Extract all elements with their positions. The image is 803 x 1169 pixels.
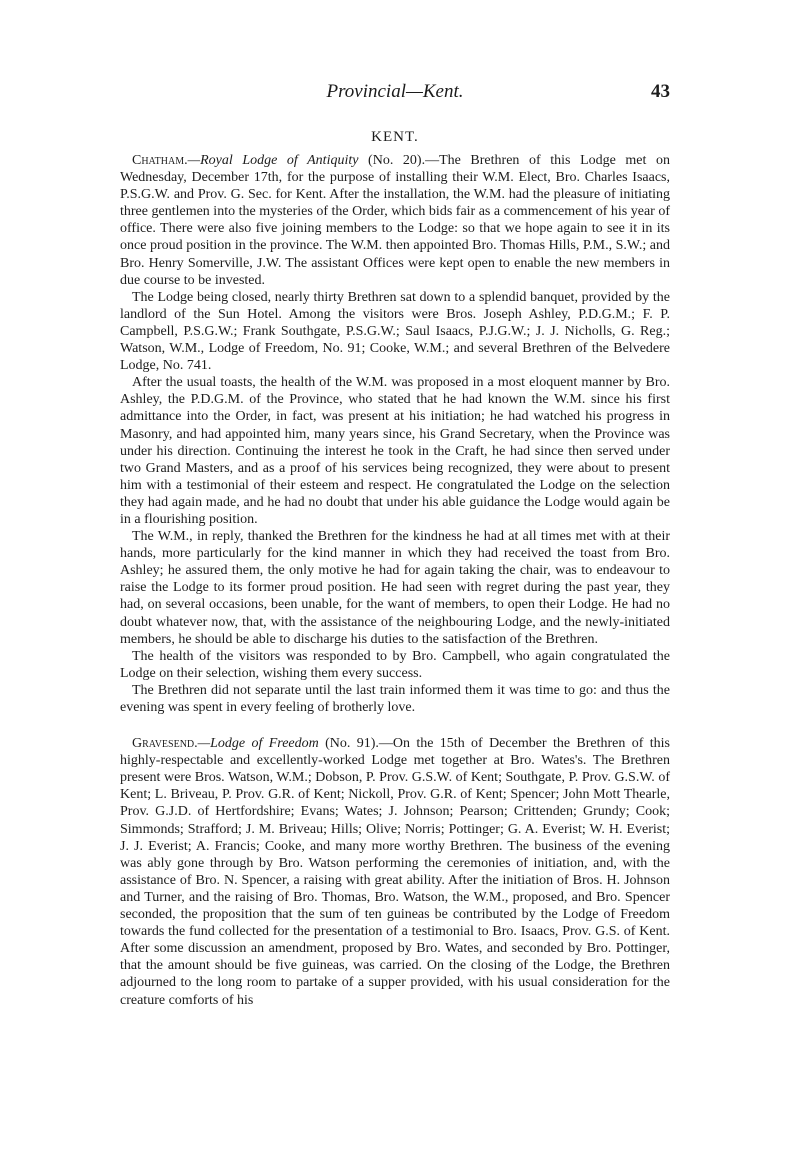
gravesend-report-paragraph-1 <box>120 735 670 1009</box>
paragraph-text: (No. 20).—The Brethren of this Lodge met on Wednesday, December 17th, for the purpose of installing their W.M. Elect, Bro. Charles Isaacs, P.S.G.W. and Prov. G. Sec. for Kent. After the installation, the W.M. had the pleasure of initiating three gentlemen into the mysteries of the Order, which bids fair as a commencement of his year of office. There were also five joining members to the Lodge: so that we hope again to see it in its once proud position in the province. The W.M. then appointed Bro. Thomas Hills, P.M., S.W.; and Bro. Henry Somerville, J.W. The assistant Offices were kept open to enable the new members in due course to be invested. <box>120 153 671 288</box>
running-head <box>120 80 670 104</box>
lodge-name-antiquity: —Royal Lodge of Antiquity <box>187 153 359 168</box>
lodge-name-freedom: —Lodge of Freedom <box>197 736 319 752</box>
section-heading: KENT. <box>371 129 419 145</box>
running-title: Provincial—Kent. <box>326 81 464 102</box>
chatham-report-paragraph-3: After the usual toasts, the health of the W.M. was proposed in a most eloquent manner by Bro. Ashley, the P.D.G.M. of the Province, who stated that he had known the W.M. since his first admittance into the Order, in fact, was present at his initiation; he had watched his progress in Masonry, and had appointed him, many years since, his Grand Secretary, when the Province was under his direction. Continuing the interest he took in the Craft, he had since then served under two Grand Masters, and as a proof of his services being recognized, they were about to present him with a testimonial of their esteem and respect. He congratulated the Lodge on the selection they had again made, and he had no doubt that under his able guidance the Lodge would again be in a flourishing position. <box>120 375 670 527</box>
chatham-report-paragraph-1 <box>120 152 670 289</box>
article-body <box>120 128 670 1009</box>
paragraph-text: (No. 91).—On the 15th of December the Brethren of this highly-respectable and excellently-worked Lodge met together at Bro. Wates's. The Brethren present were Bros. Watson, W.M.; Dobson, P. Prov. G.S.W. of Kent; Southgate, P. Prov. G.S.W. of Kent; L. Briveau, P. Prov. G.R. of Kent; Nickoll, Prov. G.R. of Kent; Spencer; John Mott Thearle, Prov. G.J.D. of Hertfordshire; Evans; Wates; J. Johnson; Pearson; Crittenden; Grundy; Cook; Simmonds; Strafford; J. M. Briveau; Hills; Olive; Norris; Pottinger; G. A. Everist; W. H. Everist; J. J. Everist; A. Francis; Cooke, and many more worthy Brethren. The business of the evening was ably gone through by Bro. Watson performing the ceremonies of initiation, and, with the assistance of Bro. N. Spencer, a raising with great ability. After the initiation of Bros. H. Johnson and Turner, and the raising of Bro. Thomas, Bro. Watson, the W.M., proposed, and Bro. Spencer seconded, the proposition that the sum of ten guineas be contributed by the Lodge of Freedom towards the fund collected for the presentation of a testimonial to Bro. Isaacs, Prov. G.S. of Kent. After some discussion an amendment, proposed by Bro. Wates, and seconded by Bro. Pottinger, that the amount should be five guineas, was carried. On the closing of the Lodge, the Brethren adjourned to the long room to partake of a supper provided, with his usual consideration for the creature comforts of his <box>120 736 670 1008</box>
chatham-report-paragraph-6: The Brethren did not separate until the last train informed them it was time to go: and thus the evening was spent in every feeling of brotherly love. <box>120 682 670 715</box>
chatham-report-paragraph-2: The Lodge being closed, nearly thirty Brethren sat down to a splendid banquet, provided by the landlord of the Sun Hotel. Among the visitors were Bros. Joseph Ashley, P.D.G.M.; F. P. Campbell, P.S.G.W.; Frank Southgate, P.S.G.W.; Saul Isaacs, P.J.G.W.; J. J. Nicholls, G. Reg.; Watson, W.M., Lodge of Freedom, No. 91; Cooke, W.M.; and several Brethren of the Belvedere Lodge, No. 741. <box>120 289 670 374</box>
place-name-gravesend: Gravesend. <box>132 736 198 752</box>
page-number: 43 <box>651 81 670 102</box>
chatham-report-paragraph-4: The W.M., in reply, thanked the Brethren for the kindness he had at all times met with at their hands, more particularly for the kind manner in which they had received the toast from Bro. Ashley; he assured them, the only motive he had for again taking the chair, was to endeavour to raise the Lodge to its former proud position. He had seen with regret during the past year, they had, on several occasions, been unable, for the want of members, to open their Lodge. He had no doubt whatever now, that, with the assistance of the neighbouring Lodge, and the newly-initiated members, he should be able to discharge his duties to the satisfaction of the Brethren. <box>120 529 670 647</box>
chatham-report-paragraph-5: The health of the visitors was responded to by Bro. Campbell, who again congratulated the Lodge on their selection, wishing them every success. <box>120 648 670 681</box>
place-name-chatham: Chatham. <box>132 153 188 168</box>
